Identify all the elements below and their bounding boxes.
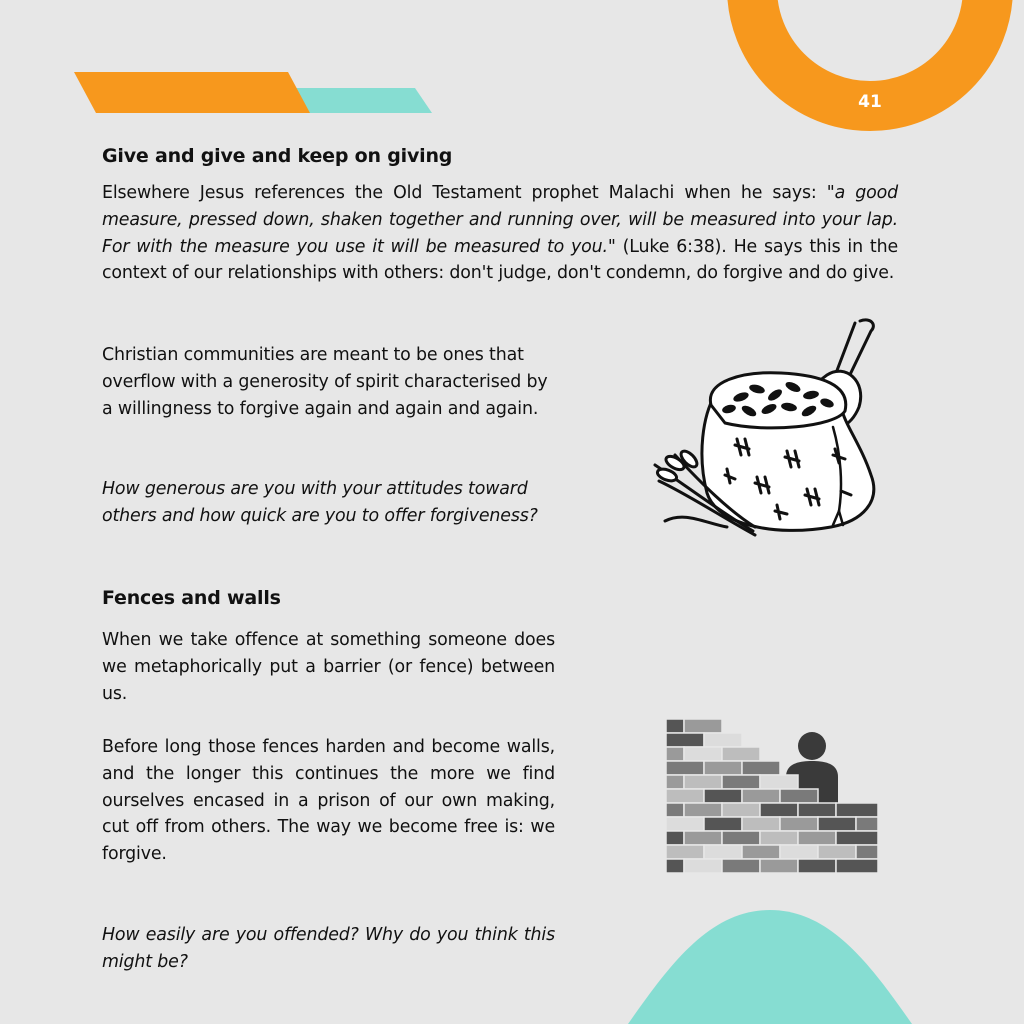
- scripture-quote: a good measure, pressed down, shaken together and running over, will be measured into your lap. For with the measure you use it will be measured to you.: [102, 183, 898, 257]
- header-stripe-decoration: [70, 70, 510, 120]
- section-heading-giving: Give and give and keep on giving: [102, 145, 453, 167]
- paragraph-malachi-context: " (Luke 6:38). He says this in the context of our relationships with others: don't judge, don't condemn, do forgive and do give.: [102, 236, 898, 284]
- reflection-question-offended: How easily are you offended? Why do you think this might be?: [102, 925, 555, 972]
- grain-sack-illustration: [645, 315, 885, 545]
- paragraph-communities: Christian communities are meant to be ones that overflow with a generosity of spirit characterised by a willingness to forgive again and again and again.: [102, 345, 548, 419]
- paragraph-malachi: [102, 180, 898, 287]
- brick-wall-person-illustration: [662, 715, 882, 885]
- page-number: 41: [858, 92, 882, 112]
- teal-hill-decoration: [620, 904, 920, 1024]
- paragraph-offence: When we take offence at something someone does we metaphorically put a barrier (or fence) between us.: [102, 630, 555, 704]
- paragraph-walls: Before long those fences harden and become walls, and the longer this continues the more we find ourselves encased in a prison of our own making, cut off from others. The way we become free is: we forgive.: [102, 737, 555, 865]
- reflection-question-generosity: How generous are you with your attitudes toward others and how quick are you to offer forgiveness?: [102, 479, 538, 526]
- section-heading-fences: Fences and walls: [102, 587, 281, 609]
- paragraph-malachi-intro: Elsewhere Jesus references the Old Testament prophet Malachi when he says: ": [102, 183, 835, 203]
